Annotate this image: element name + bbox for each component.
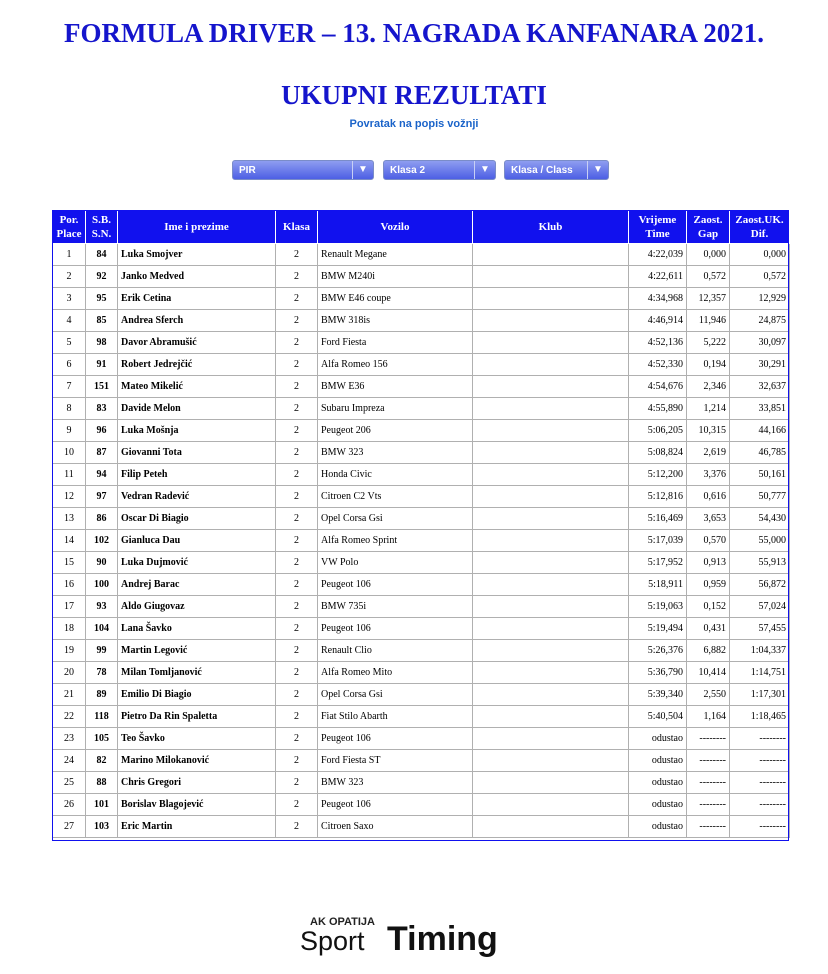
cell-place: 1	[53, 244, 86, 266]
cell-vozilo: BMW 323	[318, 442, 473, 464]
cell-klub	[473, 596, 629, 618]
cell-dif: 1:04,337	[730, 640, 790, 662]
cell-klasa: 2	[276, 772, 318, 794]
cell-name: Lana Šavko	[118, 618, 276, 640]
table-row	[53, 376, 790, 398]
cell-dif: 24,875	[730, 310, 790, 332]
cell-vozilo: Peugeot 206	[318, 420, 473, 442]
cell-klasa: 2	[276, 442, 318, 464]
cell-place: 8	[53, 398, 86, 420]
cell-gap: 0,913	[687, 552, 730, 574]
pir-select[interactable]	[232, 160, 374, 180]
table-row	[53, 552, 790, 574]
cell-dif: --------	[730, 816, 790, 838]
cell-vozilo: BMW 735i	[318, 596, 473, 618]
table-row	[53, 574, 790, 596]
table-row	[53, 728, 790, 750]
cell-gap: 0,959	[687, 574, 730, 596]
table-row	[53, 596, 790, 618]
cell-dif: 56,872	[730, 574, 790, 596]
cell-name: Aldo Giugovaz	[118, 596, 276, 618]
cell-place: 2	[53, 266, 86, 288]
table-row	[53, 794, 790, 816]
cell-gap: 0,194	[687, 354, 730, 376]
cell-sn: 91	[86, 354, 118, 376]
cell-name: Martin Legović	[118, 640, 276, 662]
cell-dif: 33,851	[730, 398, 790, 420]
cell-klasa: 2	[276, 508, 318, 530]
cell-gap: 2,550	[687, 684, 730, 706]
cell-klasa: 2	[276, 728, 318, 750]
cell-time: 5:19,063	[629, 596, 687, 618]
cell-time: 5:12,200	[629, 464, 687, 486]
table-row	[53, 354, 790, 376]
cell-vozilo: Fiat Stilo Abarth	[318, 706, 473, 728]
cell-dif: --------	[730, 750, 790, 772]
cell-klub	[473, 530, 629, 552]
cell-klub	[473, 464, 629, 486]
table-row	[53, 816, 790, 838]
cell-vozilo: Alfa Romeo Mito	[318, 662, 473, 684]
cell-gap: 1,214	[687, 398, 730, 420]
cell-dif: 1:14,751	[730, 662, 790, 684]
cell-dif: 0,572	[730, 266, 790, 288]
cell-vozilo: BMW 318is	[318, 310, 473, 332]
cell-sn: 151	[86, 376, 118, 398]
cell-name: Teo Šavko	[118, 728, 276, 750]
cell-time: 4:54,676	[629, 376, 687, 398]
cell-sn: 88	[86, 772, 118, 794]
table-row	[53, 486, 790, 508]
cell-klub	[473, 662, 629, 684]
logo-sport-text: Sport	[300, 926, 365, 956]
cell-name: Eric Martin	[118, 816, 276, 838]
cell-vozilo: BMW E36	[318, 376, 473, 398]
cell-sn: 105	[86, 728, 118, 750]
cell-klub	[473, 816, 629, 838]
cell-name: Janko Medved	[118, 266, 276, 288]
cell-time: 4:22,611	[629, 266, 687, 288]
cell-vozilo: Alfa Romeo 156	[318, 354, 473, 376]
table-row	[53, 772, 790, 794]
cell-vozilo: Peugeot 106	[318, 618, 473, 640]
cell-place: 23	[53, 728, 86, 750]
chevron-down-icon: ▼	[474, 161, 495, 179]
cell-time: 4:55,890	[629, 398, 687, 420]
cell-dif: 12,929	[730, 288, 790, 310]
cell-gap: 1,164	[687, 706, 730, 728]
cell-place: 27	[53, 816, 86, 838]
cell-klub	[473, 486, 629, 508]
cell-klub	[473, 552, 629, 574]
cell-place: 25	[53, 772, 86, 794]
cell-gap: --------	[687, 772, 730, 794]
cell-time: 5:39,340	[629, 684, 687, 706]
cell-klub	[473, 684, 629, 706]
cell-name: Marino Milokanović	[118, 750, 276, 772]
cell-vozilo: BMW M240i	[318, 266, 473, 288]
cell-place: 13	[53, 508, 86, 530]
cell-vozilo: VW Polo	[318, 552, 473, 574]
cell-klub	[473, 750, 629, 772]
cell-place: 21	[53, 684, 86, 706]
cell-klasa: 2	[276, 684, 318, 706]
cell-sn: 90	[86, 552, 118, 574]
cell-klub	[473, 508, 629, 530]
cell-sn: 89	[86, 684, 118, 706]
cell-name: Gianluca Dau	[118, 530, 276, 552]
cell-place: 16	[53, 574, 86, 596]
cell-gap: 0,431	[687, 618, 730, 640]
cell-time: 4:22,039	[629, 244, 687, 266]
col-gap-header: Zaost. Gap	[687, 211, 730, 244]
cell-dif: 57,024	[730, 596, 790, 618]
cell-gap: 0,000	[687, 244, 730, 266]
cell-place: 22	[53, 706, 86, 728]
cell-klub	[473, 288, 629, 310]
cell-gap: --------	[687, 816, 730, 838]
cell-klasa: 2	[276, 816, 318, 838]
klasa-select[interactable]	[383, 160, 496, 180]
cell-klasa: 2	[276, 310, 318, 332]
cell-name: Luka Mošnja	[118, 420, 276, 442]
cell-time: 5:40,504	[629, 706, 687, 728]
cell-gap: 10,414	[687, 662, 730, 684]
table-row	[53, 244, 790, 266]
cell-place: 3	[53, 288, 86, 310]
cell-vozilo: Subaru Impreza	[318, 398, 473, 420]
cell-time: 5:17,952	[629, 552, 687, 574]
cell-vozilo: Citroen C2 Vts	[318, 486, 473, 508]
cell-dif: --------	[730, 794, 790, 816]
cell-place: 20	[53, 662, 86, 684]
cell-dif: 30,097	[730, 332, 790, 354]
table-row	[53, 618, 790, 640]
cell-time: 5:16,469	[629, 508, 687, 530]
cell-klasa: 2	[276, 376, 318, 398]
cell-gap: 0,572	[687, 266, 730, 288]
cell-vozilo: Peugeot 106	[318, 794, 473, 816]
cell-klub	[473, 332, 629, 354]
cell-name: Chris Gregori	[118, 772, 276, 794]
chevron-down-icon: ▼	[352, 161, 373, 179]
cell-vozilo: Alfa Romeo Sprint	[318, 530, 473, 552]
cell-klasa: 2	[276, 618, 318, 640]
cell-klasa: 2	[276, 354, 318, 376]
cell-klub	[473, 354, 629, 376]
col-sn-header: S.B. S.N.	[86, 211, 118, 244]
cell-place: 15	[53, 552, 86, 574]
cell-gap: 5,222	[687, 332, 730, 354]
cell-klasa: 2	[276, 530, 318, 552]
col-dif-header: Zaost.UK. Dif.	[730, 211, 790, 244]
class-select[interactable]	[504, 160, 609, 180]
cell-klasa: 2	[276, 288, 318, 310]
cell-sn: 95	[86, 288, 118, 310]
table-row	[53, 442, 790, 464]
cell-klasa: 2	[276, 552, 318, 574]
cell-vozilo: BMW E46 coupe	[318, 288, 473, 310]
cell-klub	[473, 398, 629, 420]
cell-time: odustao	[629, 772, 687, 794]
cell-klasa: 2	[276, 420, 318, 442]
cell-sn: 86	[86, 508, 118, 530]
cell-klasa: 2	[276, 266, 318, 288]
cell-sn: 98	[86, 332, 118, 354]
table-row	[53, 398, 790, 420]
cell-time: 5:19,494	[629, 618, 687, 640]
logo-small-text: AK OPATIJA	[310, 916, 375, 928]
cell-name: Andrea Sferch	[118, 310, 276, 332]
cell-name: Davide Melon	[118, 398, 276, 420]
table-row	[53, 750, 790, 772]
cell-place: 17	[53, 596, 86, 618]
cell-vozilo: Renault Clio	[318, 640, 473, 662]
cell-dif: --------	[730, 728, 790, 750]
cell-vozilo: Peugeot 106	[318, 574, 473, 596]
back-to-runs-link[interactable]: Povratak na popis vožnji	[349, 118, 479, 130]
col-time-header: Vrijeme Time	[629, 211, 687, 244]
cell-sn: 100	[86, 574, 118, 596]
cell-sn: 96	[86, 420, 118, 442]
cell-sn: 118	[86, 706, 118, 728]
cell-gap: 12,357	[687, 288, 730, 310]
cell-sn: 104	[86, 618, 118, 640]
cell-vozilo: Honda Civic	[318, 464, 473, 486]
cell-place: 7	[53, 376, 86, 398]
table-row	[53, 310, 790, 332]
cell-time: 5:26,376	[629, 640, 687, 662]
cell-dif: 0,000	[730, 244, 790, 266]
cell-place: 14	[53, 530, 86, 552]
cell-klasa: 2	[276, 332, 318, 354]
cell-gap: 2,346	[687, 376, 730, 398]
cell-place: 19	[53, 640, 86, 662]
cell-sn: 94	[86, 464, 118, 486]
col-place-header: Por. Place	[53, 211, 86, 244]
logo-timing-text: Timing	[387, 920, 498, 958]
cell-sn: 102	[86, 530, 118, 552]
cell-gap: 11,946	[687, 310, 730, 332]
cell-name: Mateo Mikelić	[118, 376, 276, 398]
cell-klub	[473, 420, 629, 442]
chevron-down-icon: ▼	[587, 161, 608, 179]
cell-name: Pietro Da Rin Spaletta	[118, 706, 276, 728]
cell-vozilo: Opel Corsa Gsi	[318, 684, 473, 706]
cell-time: 5:06,205	[629, 420, 687, 442]
table-header-row	[53, 211, 790, 244]
class-select-value: Klasa / Class	[511, 165, 573, 176]
cell-sn: 101	[86, 794, 118, 816]
cell-dif: 55,913	[730, 552, 790, 574]
cell-klub	[473, 728, 629, 750]
cell-sn: 99	[86, 640, 118, 662]
page-subtitle: UKUPNI REZULTATI	[281, 80, 547, 110]
cell-klub	[473, 442, 629, 464]
cell-time: odustao	[629, 816, 687, 838]
cell-dif: 57,455	[730, 618, 790, 640]
cell-sn: 78	[86, 662, 118, 684]
cell-klasa: 2	[276, 574, 318, 596]
cell-gap: 0,616	[687, 486, 730, 508]
cell-name: Milan Tomljanović	[118, 662, 276, 684]
cell-name: Luka Smojver	[118, 244, 276, 266]
cell-vozilo: Ford Fiesta	[318, 332, 473, 354]
cell-vozilo: Renault Megane	[318, 244, 473, 266]
cell-klasa: 2	[276, 398, 318, 420]
cell-time: 4:34,968	[629, 288, 687, 310]
cell-dif: 46,785	[730, 442, 790, 464]
cell-name: Luka Dujmović	[118, 552, 276, 574]
cell-vozilo: Ford Fiesta ST	[318, 750, 473, 772]
table-row	[53, 332, 790, 354]
cell-place: 18	[53, 618, 86, 640]
cell-klasa: 2	[276, 662, 318, 684]
cell-time: 5:36,790	[629, 662, 687, 684]
cell-name: Filip Peteh	[118, 464, 276, 486]
cell-sn: 82	[86, 750, 118, 772]
cell-klasa: 2	[276, 794, 318, 816]
cell-gap: 10,315	[687, 420, 730, 442]
table-row	[53, 288, 790, 310]
cell-sn: 103	[86, 816, 118, 838]
cell-time: 5:17,039	[629, 530, 687, 552]
col-klub-header: Klub	[473, 211, 629, 244]
cell-gap: 0,152	[687, 596, 730, 618]
cell-time: odustao	[629, 750, 687, 772]
cell-klasa: 2	[276, 464, 318, 486]
cell-dif: 54,430	[730, 508, 790, 530]
cell-name: Borislav Blagojević	[118, 794, 276, 816]
cell-klasa: 2	[276, 706, 318, 728]
cell-time: 4:52,136	[629, 332, 687, 354]
klasa-select-value: Klasa 2	[390, 165, 426, 176]
cell-sn: 92	[86, 266, 118, 288]
cell-klub	[473, 310, 629, 332]
cell-klasa: 2	[276, 244, 318, 266]
cell-dif: 50,161	[730, 464, 790, 486]
cell-name: Vedran Radević	[118, 486, 276, 508]
cell-time: 5:18,911	[629, 574, 687, 596]
cell-klub	[473, 706, 629, 728]
cell-sn: 85	[86, 310, 118, 332]
cell-sn: 83	[86, 398, 118, 420]
cell-place: 9	[53, 420, 86, 442]
cell-gap: 0,570	[687, 530, 730, 552]
cell-place: 10	[53, 442, 86, 464]
col-klasa-header: Klasa	[276, 211, 318, 244]
cell-dif: 1:17,301	[730, 684, 790, 706]
cell-place: 5	[53, 332, 86, 354]
cell-vozilo: Peugeot 106	[318, 728, 473, 750]
cell-place: 12	[53, 486, 86, 508]
cell-time: odustao	[629, 728, 687, 750]
cell-klasa: 2	[276, 750, 318, 772]
table-row	[53, 684, 790, 706]
cell-sn: 97	[86, 486, 118, 508]
page-title: FORMULA DRIVER – 13. NAGRADA KANFANARA 2021.	[64, 18, 764, 48]
cell-klub	[473, 772, 629, 794]
cell-gap: --------	[687, 794, 730, 816]
cell-dif: 50,777	[730, 486, 790, 508]
cell-time: 4:52,330	[629, 354, 687, 376]
cell-sn: 84	[86, 244, 118, 266]
cell-place: 4	[53, 310, 86, 332]
cell-name: Oscar Di Biagio	[118, 508, 276, 530]
cell-name: Robert Jedrejčić	[118, 354, 276, 376]
cell-klub	[473, 794, 629, 816]
cell-klub	[473, 266, 629, 288]
cell-place: 11	[53, 464, 86, 486]
cell-place: 24	[53, 750, 86, 772]
results-table	[52, 210, 790, 838]
cell-time: odustao	[629, 794, 687, 816]
cell-place: 6	[53, 354, 86, 376]
cell-dif: 1:18,465	[730, 706, 790, 728]
cell-dif: --------	[730, 772, 790, 794]
cell-sn: 87	[86, 442, 118, 464]
cell-klub	[473, 618, 629, 640]
cell-vozilo: Citroen Saxo	[318, 816, 473, 838]
table-row	[53, 464, 790, 486]
cell-time: 5:12,816	[629, 486, 687, 508]
cell-klasa: 2	[276, 596, 318, 618]
table-row	[53, 266, 790, 288]
cell-gap: 3,376	[687, 464, 730, 486]
cell-sn: 93	[86, 596, 118, 618]
cell-vozilo: Opel Corsa Gsi	[318, 508, 473, 530]
table-row	[53, 420, 790, 442]
cell-klub	[473, 574, 629, 596]
cell-klub	[473, 244, 629, 266]
cell-time: 4:46,914	[629, 310, 687, 332]
cell-place: 26	[53, 794, 86, 816]
sport-timing-logo	[300, 912, 548, 958]
cell-gap: --------	[687, 728, 730, 750]
cell-name: Emilio Di Biagio	[118, 684, 276, 706]
col-name-header: Ime i prezime	[118, 211, 276, 244]
cell-name: Erik Cetina	[118, 288, 276, 310]
table-row	[53, 640, 790, 662]
cell-gap: 3,653	[687, 508, 730, 530]
cell-dif: 55,000	[730, 530, 790, 552]
cell-vozilo: BMW 323	[318, 772, 473, 794]
cell-name: Davor Abramušić	[118, 332, 276, 354]
table-row	[53, 530, 790, 552]
cell-gap: 6,882	[687, 640, 730, 662]
cell-gap: --------	[687, 750, 730, 772]
cell-dif: 32,637	[730, 376, 790, 398]
table-row	[53, 508, 790, 530]
cell-klasa: 2	[276, 640, 318, 662]
cell-time: 5:08,824	[629, 442, 687, 464]
cell-gap: 2,619	[687, 442, 730, 464]
table-row	[53, 662, 790, 684]
pir-select-value: PIR	[239, 165, 256, 176]
cell-klasa: 2	[276, 486, 318, 508]
table-row	[53, 706, 790, 728]
cell-name: Andrej Barac	[118, 574, 276, 596]
cell-name: Giovanni Tota	[118, 442, 276, 464]
cell-dif: 30,291	[730, 354, 790, 376]
col-vozilo-header: Vozilo	[318, 211, 473, 244]
cell-klub	[473, 376, 629, 398]
cell-dif: 44,166	[730, 420, 790, 442]
cell-klub	[473, 640, 629, 662]
